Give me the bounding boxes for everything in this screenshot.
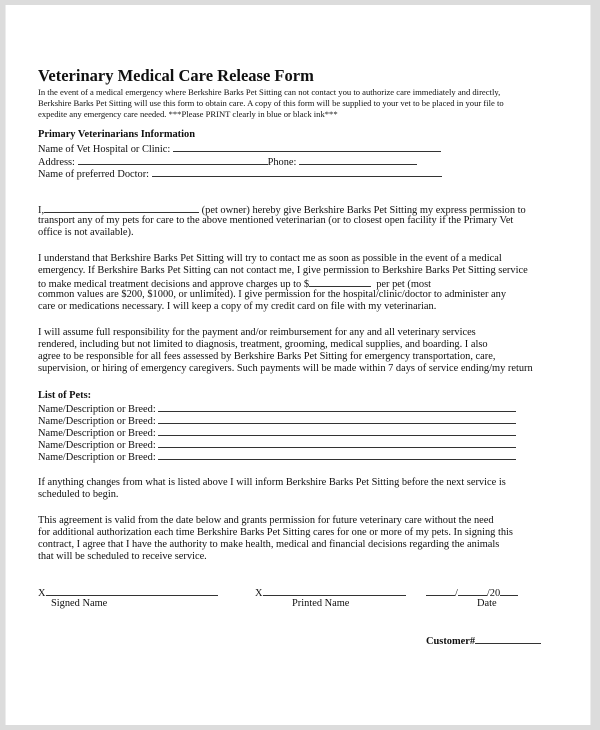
per-pet-text: per pet (most bbox=[376, 279, 432, 290]
agreement-line-2: for additional authorization each time Berkshire Barks Pet Sitting cares for one or more of my pets. In signing this bbox=[38, 527, 513, 538]
pet-field[interactable] bbox=[158, 414, 516, 424]
date-year-field[interactable] bbox=[500, 586, 518, 596]
understand-line-2: emergency. If Berkshire Barks Pet Sitting can not contact me, I give permission to Berkshire Barks Pet Sitting service bbox=[38, 265, 528, 276]
responsibility-line-1: I will assume full responsibility for the payment and/or reimbursement for any and all veterinary services bbox=[38, 327, 476, 338]
pet-label: Name/Description or Breed: bbox=[38, 440, 156, 451]
date-label: Date bbox=[477, 598, 497, 609]
agreement-line-3: contract, I agree that I have the authority to make health, medical and financial decisions regarding the animals bbox=[38, 539, 500, 550]
form-title: Veterinary Medical Care Release Form bbox=[38, 66, 314, 85]
document-page bbox=[5, 5, 591, 725]
intro-line-2: Berkshire Barks Pet Sitting will use this form to obtain care. A copy of this form will be supplied to your vet to be placed in your file to bbox=[38, 98, 504, 108]
customer-number-row bbox=[426, 634, 541, 648]
agreement-line-4: that will be scheduled to receive service. bbox=[38, 551, 207, 562]
signed-name-field[interactable] bbox=[46, 586, 218, 596]
phone-label: Phone: bbox=[267, 157, 297, 168]
agreement-line-1: This agreement is valid from the date below and grants permission for future veterinary care without the need bbox=[38, 515, 494, 526]
doctor-field[interactable] bbox=[152, 167, 442, 177]
understand-line-4: common values are $200, $1000, or unlimited). I give permission for the hospital/clinic/doctor to administer any bbox=[38, 289, 507, 300]
date-field-row bbox=[426, 586, 518, 600]
pet-label: Name/Description or Breed: bbox=[38, 416, 156, 427]
x-mark: X bbox=[255, 588, 263, 599]
intro-line-1: In the event of a medical emergency where Berkshire Barks Pet Sitting can not contact you to authorize care immediately and directly, bbox=[38, 87, 501, 97]
printed-name-field[interactable] bbox=[263, 586, 406, 596]
vet-hospital-label: Name of Vet Hospital or Clinic: bbox=[38, 144, 171, 155]
understand-line-1: I understand that Berkshire Barks Pet Sitting will try to contact me as soon as possible in the event of a medical bbox=[38, 253, 502, 264]
vet-hospital-field[interactable] bbox=[173, 142, 441, 152]
charge-limit-field[interactable] bbox=[309, 277, 371, 287]
understand-line-5: care or medications necessary. I will keep a copy of my credit card on file with my veterinarian. bbox=[38, 301, 437, 312]
date-month-field[interactable] bbox=[426, 586, 455, 596]
printed-name-label: Printed Name bbox=[292, 598, 350, 609]
pets-heading: List of Pets: bbox=[38, 390, 92, 401]
date-slash: / bbox=[455, 588, 458, 599]
pet-field[interactable] bbox=[158, 450, 516, 460]
pet-label: Name/Description or Breed: bbox=[38, 452, 156, 463]
permission-line-2: transport any of my pets for care to the above mentioned veterinarian (or to closest open facility if the Primary Vet bbox=[38, 215, 514, 226]
pet-field[interactable] bbox=[158, 402, 516, 412]
signed-name-label: Signed Name bbox=[51, 598, 108, 609]
pet-label: Name/Description or Breed: bbox=[38, 428, 156, 439]
pet-field[interactable] bbox=[158, 426, 516, 436]
responsibility-line-2: rendered, including but not limited to diagnosis, treatment, grooming, medical supplies, and boarding. I also bbox=[38, 339, 488, 350]
date-year-prefix: /20 bbox=[486, 588, 501, 599]
customer-number-field[interactable] bbox=[475, 634, 541, 644]
address-label: Address: bbox=[38, 157, 75, 168]
permission-prefix: I, bbox=[38, 205, 45, 216]
intro-line-3: expedite any emergency care needed. ***Please PRINT clearly in blue or black ink*** bbox=[38, 109, 338, 119]
pet-label: Name/Description or Breed: bbox=[38, 404, 156, 415]
pet-field[interactable] bbox=[158, 438, 516, 448]
date-day-field[interactable] bbox=[458, 586, 487, 596]
vet-section-heading: Primary Veterinarians Information bbox=[38, 129, 195, 140]
permission-text: (pet owner) hereby give Berkshire Barks Pet Sitting my express permission to bbox=[201, 205, 526, 216]
doctor-row bbox=[38, 167, 442, 181]
address-field[interactable] bbox=[78, 155, 268, 165]
x-mark: X bbox=[38, 588, 46, 599]
responsibility-line-4: supervision, or hiring of emergency caregivers. Such payments will be made within 7 days of service ending/my return bbox=[38, 363, 533, 374]
pet-owner-field[interactable] bbox=[44, 203, 199, 213]
pet-row bbox=[38, 450, 516, 464]
changes-line-2: scheduled to begin. bbox=[38, 489, 119, 500]
doctor-label: Name of preferred Doctor: bbox=[38, 169, 150, 180]
permission-line-3: office is not available). bbox=[38, 227, 134, 238]
customer-number-label: Customer# bbox=[426, 636, 476, 647]
charges-text: to make medical treatment decisions and approve charges up to $ bbox=[38, 279, 310, 290]
phone-field[interactable] bbox=[299, 155, 417, 165]
responsibility-line-3: agree to be responsible for all fees assessed by Berkshire Barks Pet Sitting for emergency transportation, care, bbox=[38, 351, 496, 362]
changes-line-1: If anything changes from what is listed above I will inform Berkshire Barks Pet Sitting before the next service is bbox=[38, 477, 506, 488]
